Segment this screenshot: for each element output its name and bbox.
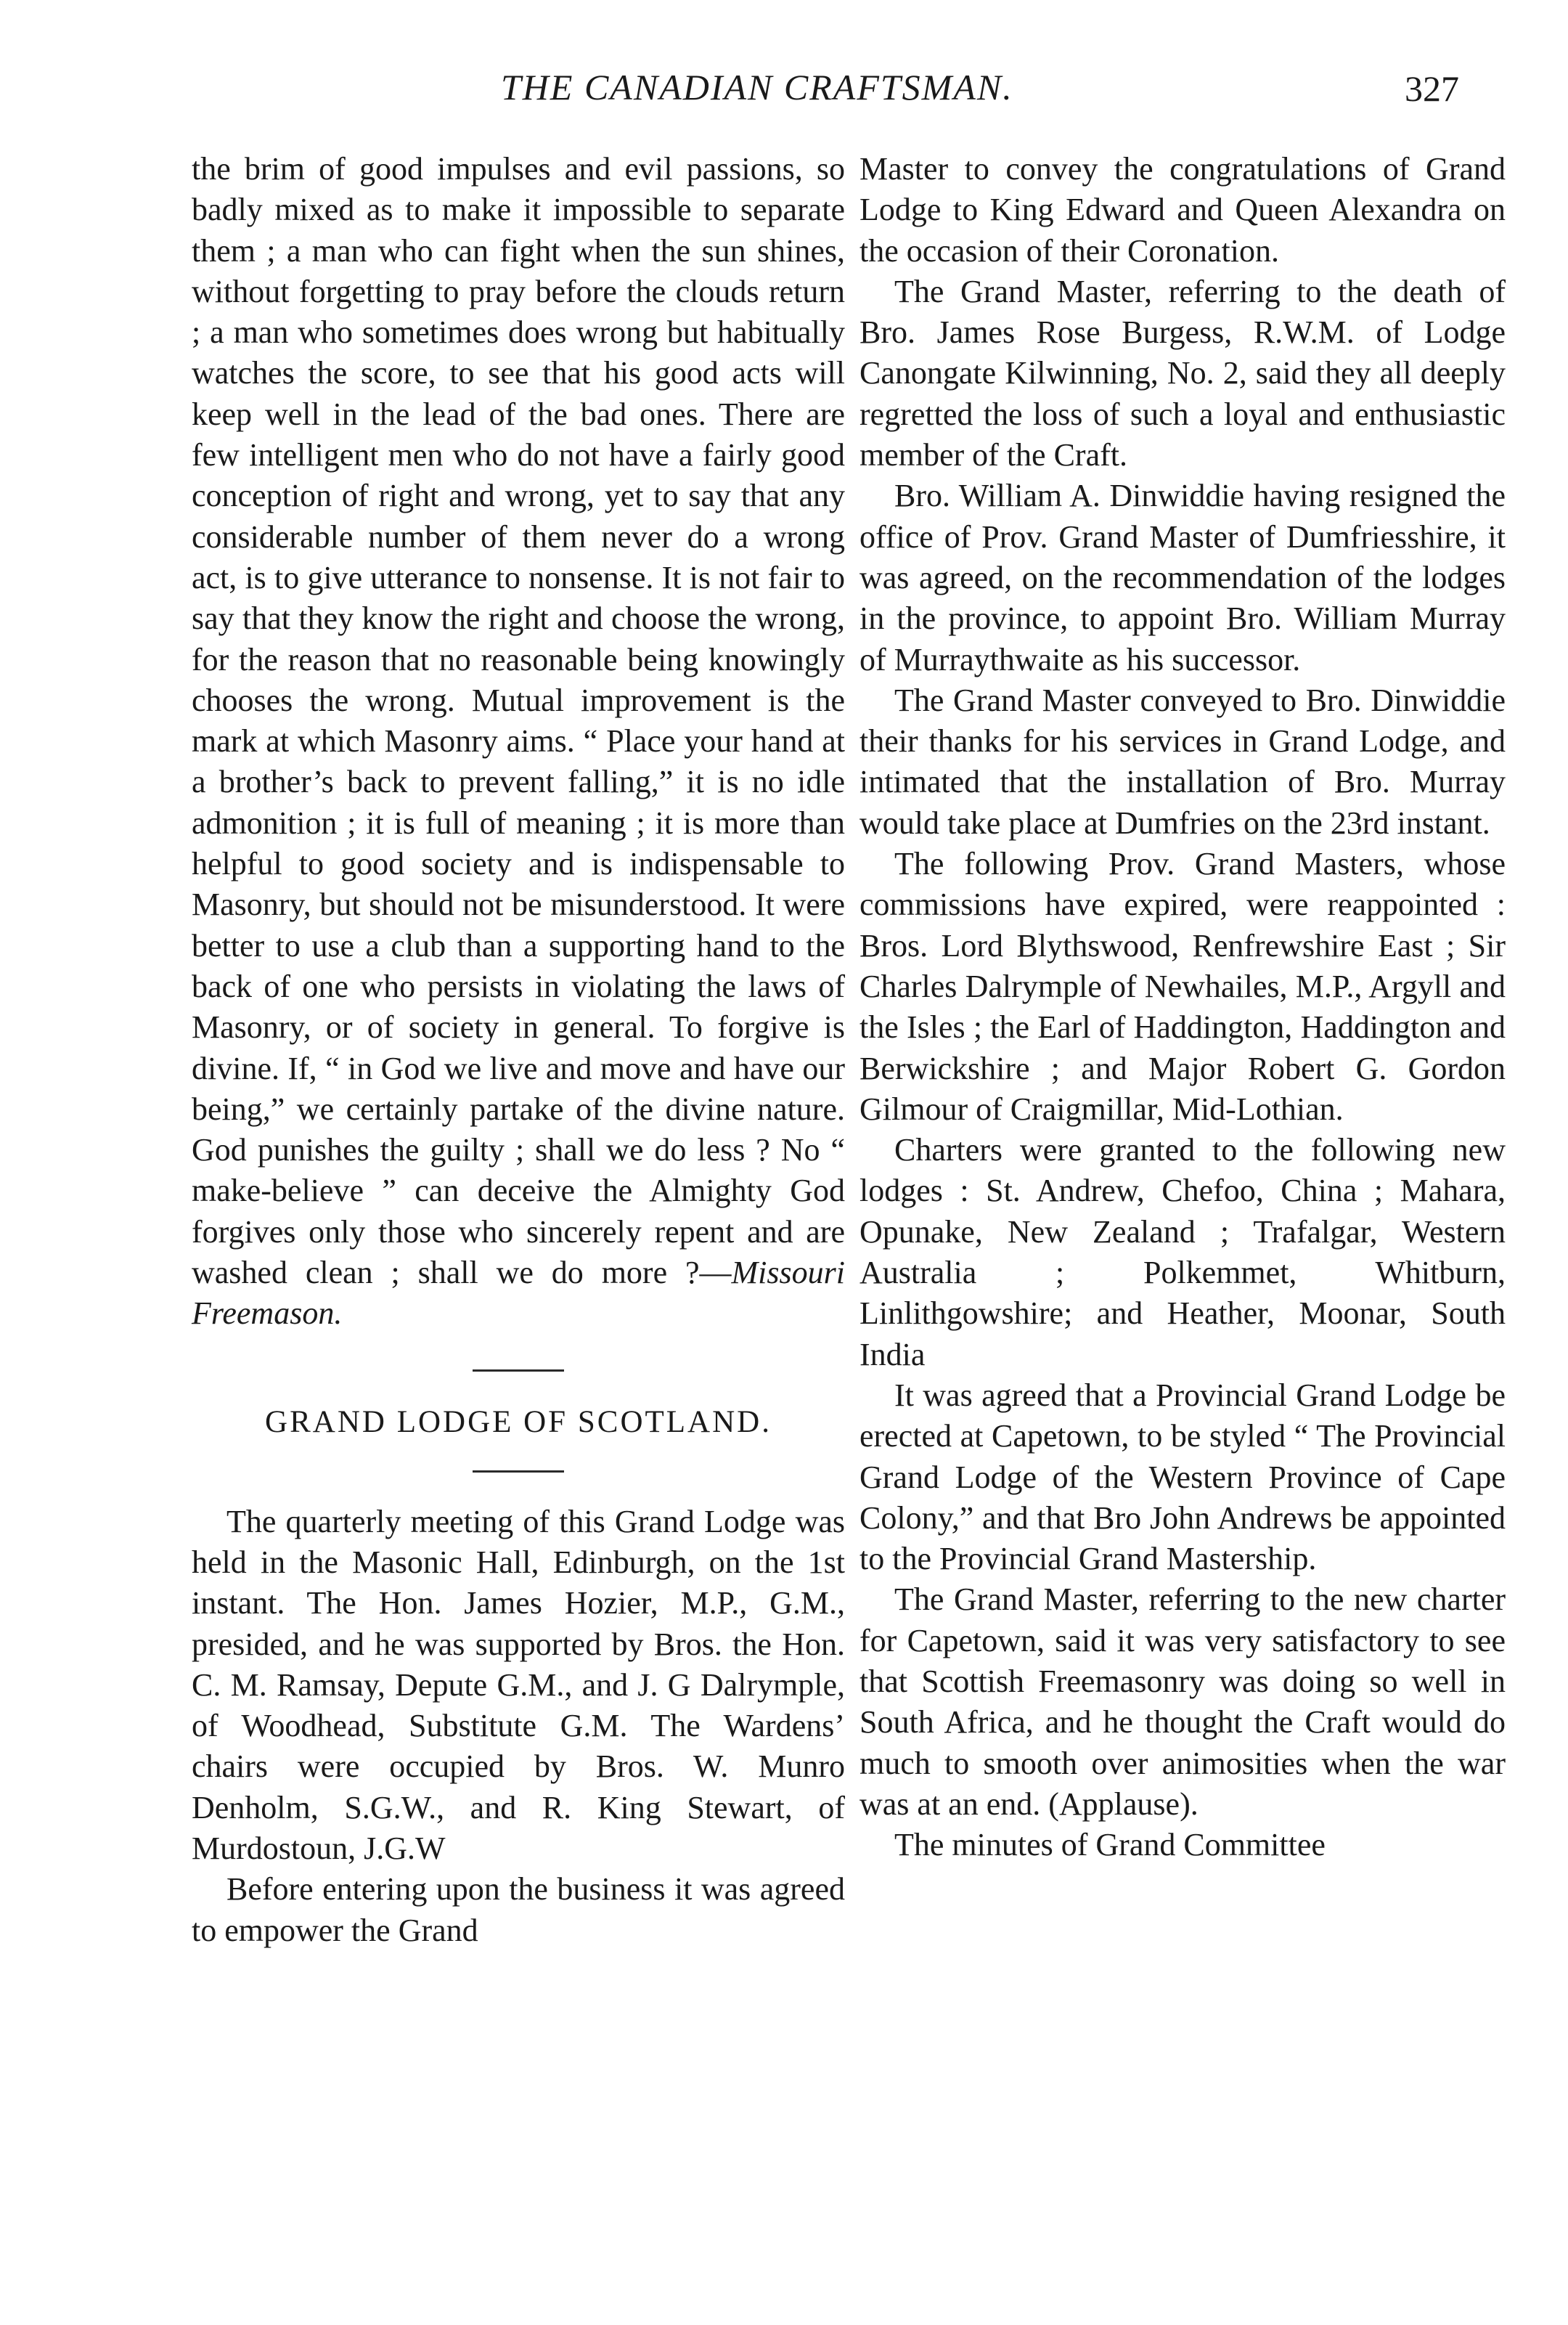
paragraph-reappointed: The following Prov. Grand Masters, whose commissions have expired, were reappointed : Bros. Lord Blythswood, Renfrewshire East ; Sir Charles Dalrymple of Newhailes, M.P., Argyll and the Isles ; the Earl of Haddington, Haddington and Berwickshire ; and Major Robert G. Gordon Gilmour of Craigmillar, Mid-Lothian. (859, 846, 1506, 1127)
paragraph-charters: Charters were granted to the following new lodges : St. Andrew, Chefoo, China ; Mahara, Opunake, New Zealand ; Trafalgar, Western Australia ; Polkemmet, Whitburn, Linlithgowshire; and Heather, Moonar, South India (859, 1132, 1506, 1372)
left-column (192, 149, 845, 1951)
running-title: THE CANADIAN CRAFTSMAN. (501, 67, 1013, 107)
paragraph-before-business: Before entering upon the business it was agreed to empower the Grand (192, 1871, 845, 1948)
paragraph-capetown: It was agreed that a Provincial Grand Lodge be erected at Capetown, to be styled “ The Provincial Grand Lodge of the Western Province of Cape Colony,” and that Bro John Andrews be appointed to the Provincial Grand Mastership. (859, 1377, 1506, 1577)
paragraph-minutes: The minutes of Grand Committee (894, 1827, 1326, 1863)
paragraph-text: the brim of good impulses and evil passions, so badly mixed as to make it impossible to separate them ; a man who can fight when the sun shines, without forgetting to pray before the clouds return ; a man who sometimes does wrong but habitually watches the score, to see that his good acts will keep well in the lead of the bad ones. There are few intelligent men who do not have a fairly good conception of right and wrong, yet to say that any considerable number of them never do a wrong act, is to give utterance to nonsense. It is not fair to say that they know the right and choose the wrong, for the reason that no reasonable being knowingly chooses the wrong. Mutual improvement is the mark at which Masonry aims. “ Place your hand at a brother’s back to prevent falling,” it is no idle admonition ; it is full of meaning ; it is more than helpful to good society and is indispensable to Masonry, but should not be misunderstood. It were better to use a club than a supporting hand to the back of one who persists in violating the laws of Masonry, or of society in general. To forgive is divine. If, “ in God we live and move and have our being,” we certainly partake of the divine nature. God punishes the guilty ; shall we do less ? No “ make-believe ” can deceive the Almighty God forgives only those who sincerely repent and are washed clean ; shall we do more ?— (192, 151, 845, 1291)
source-citation: Missouri Freemason. (192, 1255, 845, 1332)
page-number: 327 (1405, 68, 1459, 109)
paragraph-burgess: The Grand Master, referring to the death of Bro. James Rose Burgess, R.W.M. of Lodge Canongate Kilwinning, No. 2, said they all deeply regretted the loss of such a loyal and enthusiastic member of the Craft. (859, 273, 1506, 473)
paragraph-quarterly-meeting: The quarterly meeting of this Grand Lodge was held in the Masonic Hall, Edinburgh, on the 1st instant. The Hon. James Hozier, M.P., G.M., presided, and he was supported by Bros. the Hon. C. M. Ramsay, Depute G.M., and J. G Dalrymple, of Woodhead, Substitute G.M. The Wardens’ chairs were occupied by Bros. W. Munro Denholm, S.G.W., and R. King Stewart, of Murdostoun, J.G.W (192, 1503, 845, 1866)
paragraph-continuation (192, 149, 845, 1335)
section-divider-bottom (473, 1470, 564, 1473)
section-heading: GRAND LODGE OF SCOTLAND. (265, 1404, 772, 1439)
paragraph-thanks: The Grand Master conveyed to Bro. Dinwiddie their thanks for his services in Grand Lodge, and intimated that the installation of Bro. Murray would take place at Dumfries on the 23rd instant. (859, 682, 1506, 841)
section-divider-top (473, 1369, 564, 1372)
paragraph-coronation: Master to convey the congratulations of Grand Lodge to King Edward and Queen Alexandra on the occasion of their Coronation. (859, 151, 1506, 269)
paragraph-south-africa: The Grand Master, referring to the new charter for Capetown, said it was very satisfactory to see that Scottish Freemasonry was doing so well in South Africa, and he thought the Craft would do much to smooth over animosities when the war was at an end. (Applause). (859, 1581, 1506, 1822)
right-column (859, 149, 1506, 1865)
paragraph-dinwiddie: Bro. William A. Dinwiddie having resigned the office of Prov. Grand Master of Dumfriesshire, it was agreed, on the recommendation of the lodges in the province, to appoint Bro. William Murray of Murraythwaite as his successor. (859, 478, 1506, 677)
